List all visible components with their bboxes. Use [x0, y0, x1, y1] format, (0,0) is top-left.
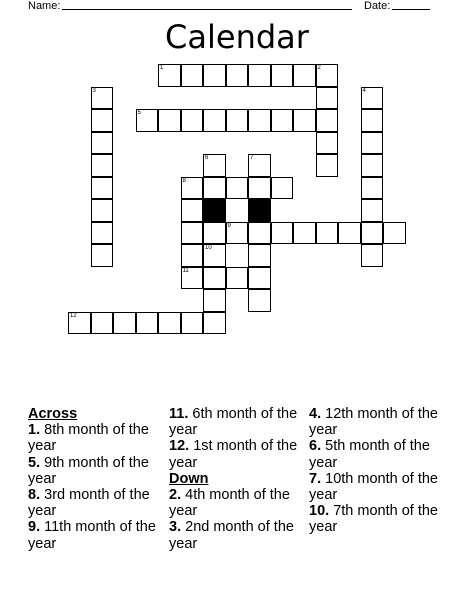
clue-text: 4th month of the year — [169, 487, 290, 520]
clue-item — [28, 455, 163, 487]
grid-cell[interactable] — [226, 64, 249, 87]
clue-text: 6th month of the year — [169, 406, 298, 439]
grid-cell[interactable] — [248, 64, 271, 87]
clue-text: 3rd month of the year — [28, 487, 150, 520]
grid-cell[interactable] — [113, 312, 136, 335]
grid-cell[interactable] — [181, 109, 204, 132]
across-clue-list-cont — [169, 406, 304, 471]
clue-text: 11th month of the year — [28, 519, 156, 552]
clue-num: 3. — [169, 519, 182, 536]
grid-cell[interactable] — [91, 109, 114, 132]
clue-num: 5. — [28, 454, 41, 471]
grid-cell[interactable] — [271, 177, 294, 200]
clue-number: 6 — [205, 155, 209, 161]
clue-num: 11. — [169, 406, 189, 422]
grid-cell[interactable] — [316, 64, 339, 87]
clue-text: 7th month of the year — [309, 503, 438, 536]
grid-cell[interactable] — [136, 109, 159, 132]
grid-cell[interactable] — [203, 244, 226, 267]
clue-item — [169, 438, 304, 470]
grid-cell[interactable] — [68, 312, 91, 335]
grid-cell[interactable] — [226, 222, 249, 245]
clue-num: 8. — [28, 487, 41, 504]
clue-text: 10th month of the year — [309, 470, 438, 504]
grid-cell[interactable] — [248, 154, 271, 177]
clue-num: 4. — [309, 406, 322, 422]
grid-cell[interactable] — [226, 267, 249, 290]
grid-cell[interactable] — [361, 132, 384, 155]
clue-number: 9 — [227, 222, 231, 229]
clue-item — [169, 519, 304, 551]
clue-num: 1. — [28, 422, 41, 439]
grid-cell[interactable] — [361, 87, 384, 110]
black-square — [248, 199, 271, 222]
clues-column-3 — [309, 406, 449, 536]
grid-cell[interactable] — [181, 244, 204, 267]
grid-cell[interactable] — [203, 267, 226, 290]
clue-text: 1st month of the year — [169, 438, 298, 471]
clue-item — [309, 406, 449, 438]
clue-text: 5th month of the year — [309, 438, 430, 471]
grid-cell[interactable] — [338, 222, 361, 245]
grid-cell[interactable] — [293, 64, 316, 87]
grid-cell[interactable] — [248, 177, 271, 200]
grid-cell[interactable] — [158, 312, 181, 335]
grid-cell[interactable] — [158, 64, 181, 87]
grid-cell[interactable] — [248, 222, 271, 245]
clue-item — [28, 519, 163, 551]
grid-cell[interactable] — [248, 267, 271, 290]
clue-num: 9. — [28, 519, 41, 536]
clue-item — [169, 487, 304, 519]
clue-item — [169, 406, 304, 438]
grid-cell[interactable] — [203, 154, 226, 177]
grid-cell[interactable] — [203, 177, 226, 200]
grid-cell[interactable] — [91, 154, 114, 177]
grid-cell[interactable] — [203, 289, 226, 312]
grid-cell[interactable] — [203, 64, 226, 87]
clue-item — [309, 471, 449, 503]
grid-cell[interactable] — [293, 109, 316, 132]
grid-cell[interactable] — [91, 222, 114, 245]
grid-cell[interactable] — [91, 177, 114, 200]
grid-cell[interactable] — [361, 109, 384, 132]
grid-cell[interactable] — [248, 109, 271, 132]
clue-item — [309, 438, 449, 470]
grid-cell[interactable] — [203, 222, 226, 245]
clue-num: 7. — [309, 470, 322, 487]
grid-cell[interactable] — [316, 222, 339, 245]
grid-cell[interactable] — [361, 154, 384, 177]
clue-num: 12. — [169, 438, 190, 455]
grid-cell[interactable] — [248, 244, 271, 267]
grid-cell[interactable] — [293, 222, 316, 245]
grid-cell[interactable] — [361, 222, 384, 245]
clue-text: 2nd month of the year — [169, 519, 294, 552]
grid-cell[interactable] — [271, 222, 294, 245]
clue-text: 12th month of the year — [309, 406, 438, 439]
grid-cell[interactable] — [181, 222, 204, 245]
grid-cell[interactable] — [91, 132, 114, 155]
page-title: Calendar — [165, 18, 309, 56]
name-label: Name: — [28, 0, 61, 12]
grid-cell[interactable] — [248, 289, 271, 312]
grid-cell[interactable] — [91, 244, 114, 267]
date-label: Date: — [364, 0, 391, 12]
clue-number: 11 — [182, 267, 189, 274]
grid-cell[interactable] — [226, 109, 249, 132]
grid-cell[interactable] — [226, 177, 249, 200]
grid-cell[interactable] — [181, 199, 204, 222]
clues-column-2 — [169, 406, 304, 552]
grid-cell[interactable] — [316, 87, 339, 110]
clue-number: 1 — [160, 65, 164, 71]
clue-number: 3 — [92, 87, 96, 94]
down-clue-list — [169, 487, 304, 552]
grid-cell[interactable] — [91, 199, 114, 222]
grid-cell[interactable] — [383, 222, 406, 245]
across-clue-list — [28, 422, 163, 552]
grid-cell[interactable] — [271, 109, 294, 132]
black-square — [203, 199, 226, 222]
clue-item — [28, 422, 163, 454]
grid-cell[interactable] — [136, 312, 159, 335]
grid-cell[interactable] — [91, 312, 114, 335]
clues-column-1 — [28, 406, 163, 552]
clue-item — [28, 487, 163, 519]
clue-text: 8th month of the year — [28, 422, 149, 455]
grid-cell[interactable] — [203, 109, 226, 132]
clue-text: 9th month of the year — [28, 454, 149, 487]
grid-cell[interactable] — [158, 109, 181, 132]
down-heading: Down — [169, 470, 209, 487]
clue-number: 12 — [70, 312, 77, 319]
grid-cell[interactable] — [181, 267, 204, 290]
grid-cell[interactable] — [316, 154, 339, 177]
grid-cell[interactable] — [316, 132, 339, 155]
down-clue-list-cont — [309, 406, 449, 536]
grid-cell[interactable] — [91, 87, 114, 110]
clue-num: 10. — [309, 503, 330, 520]
across-heading: Across — [28, 406, 78, 422]
clue-num: 2. — [169, 487, 182, 504]
grid-cell[interactable] — [271, 64, 294, 87]
clue-number: 5 — [137, 110, 141, 116]
grid-cell[interactable] — [181, 177, 204, 200]
grid-cell[interactable] — [361, 177, 384, 200]
clue-number: 10 — [205, 245, 212, 251]
grid-cell[interactable] — [361, 244, 384, 267]
clue-number: 7 — [250, 155, 254, 161]
grid-cell[interactable] — [361, 199, 384, 222]
clue-number: 8 — [182, 177, 186, 184]
grid-cell[interactable] — [203, 312, 226, 335]
clue-item — [309, 503, 449, 535]
grid-cell[interactable] — [181, 312, 204, 335]
grid-cell[interactable] — [316, 109, 339, 132]
grid-cell[interactable] — [181, 64, 204, 87]
clue-number: 4 — [362, 87, 366, 94]
clue-num: 6. — [309, 438, 322, 455]
clue-number: 2 — [317, 65, 321, 71]
